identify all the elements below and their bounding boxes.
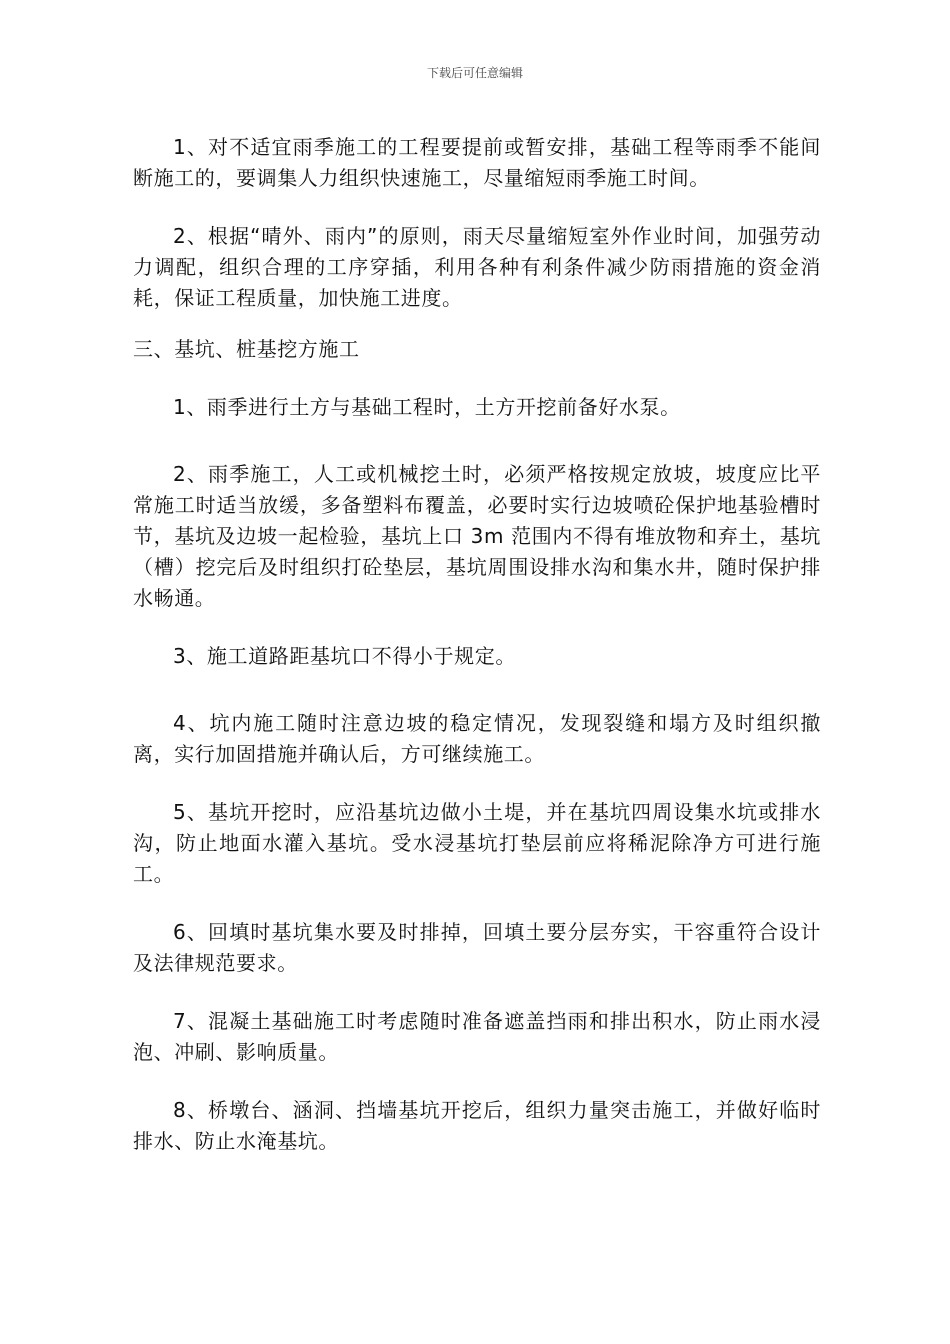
paragraph-3: 1、雨季进行土方与基础工程时，土方开挖前备好水泵。: [173, 395, 681, 419]
section-heading: 三、基坑、桩基挖方施工: [133, 337, 360, 361]
paragraph-10: 8、桥墩台、涵洞、挡墙基坑开挖后，组织力量突击施工，并做好临时排水、防止水淹基坑。: [133, 1098, 821, 1153]
paragraph-7: 5、基坑开挖时，应沿基坑边做小土堤，并在基坑四周设集水坑或排水沟，防止地面水灌入基坑。受水浸基坑打垫层前应将稀泥除净方可进行施工。: [133, 800, 821, 886]
paragraph-9: 7、混凝土基础施工时考虑随时准备遮盖挡雨和排出积水，防止雨水浸泡、冲刷、影响质量。: [133, 1009, 821, 1064]
paragraph-5: 3、施工道路距基坑口不得小于规定。: [173, 644, 516, 668]
paragraph-4: 2、雨季施工，人工或机械挖土时，必须严格按规定放坡，坡度应比平常施工时适当放缓，多备塑料布覆盖，必要时实行边坡喷砼保护地基验槽时节，基坑及边坡一起检验，基坑上口 3m 范围内不得有堆放物和弃土，基坑（槽）挖完后及时组织打砼垫层，基坑周围设排水沟和集水井，随时保护排水畅通。: [133, 462, 821, 610]
paragraph-2: 2、根据“晴外、雨内”的原则，雨天尽量缩短室外作业时间，加强劳动力调配，组织合理的工序穿插，利用各种有利条件减少防雨措施的资金消耗，保证工程质量，加快施工进度。: [133, 224, 821, 310]
paragraph-6: 4、坑内施工随时注意边坡的稳定情况，发现裂缝和塌方及时组织撤离，实行加固措施并确认后，方可继续施工。: [133, 711, 821, 766]
page-header: 下载后可任意编辑: [426, 66, 523, 80]
document-body: [133, 132, 821, 1157]
paragraph-1: 1、对不适宜雨季施工的工程要提前或暂安排，基础工程等雨季不能间断施工的，要调集人力组织快速施工，尽量缩短雨季施工时间。: [133, 135, 821, 190]
paragraph-8: 6、回填时基坑集水要及时排掉，回填土要分层夯实，干容重符合设计及法律规范要求。: [133, 920, 821, 975]
